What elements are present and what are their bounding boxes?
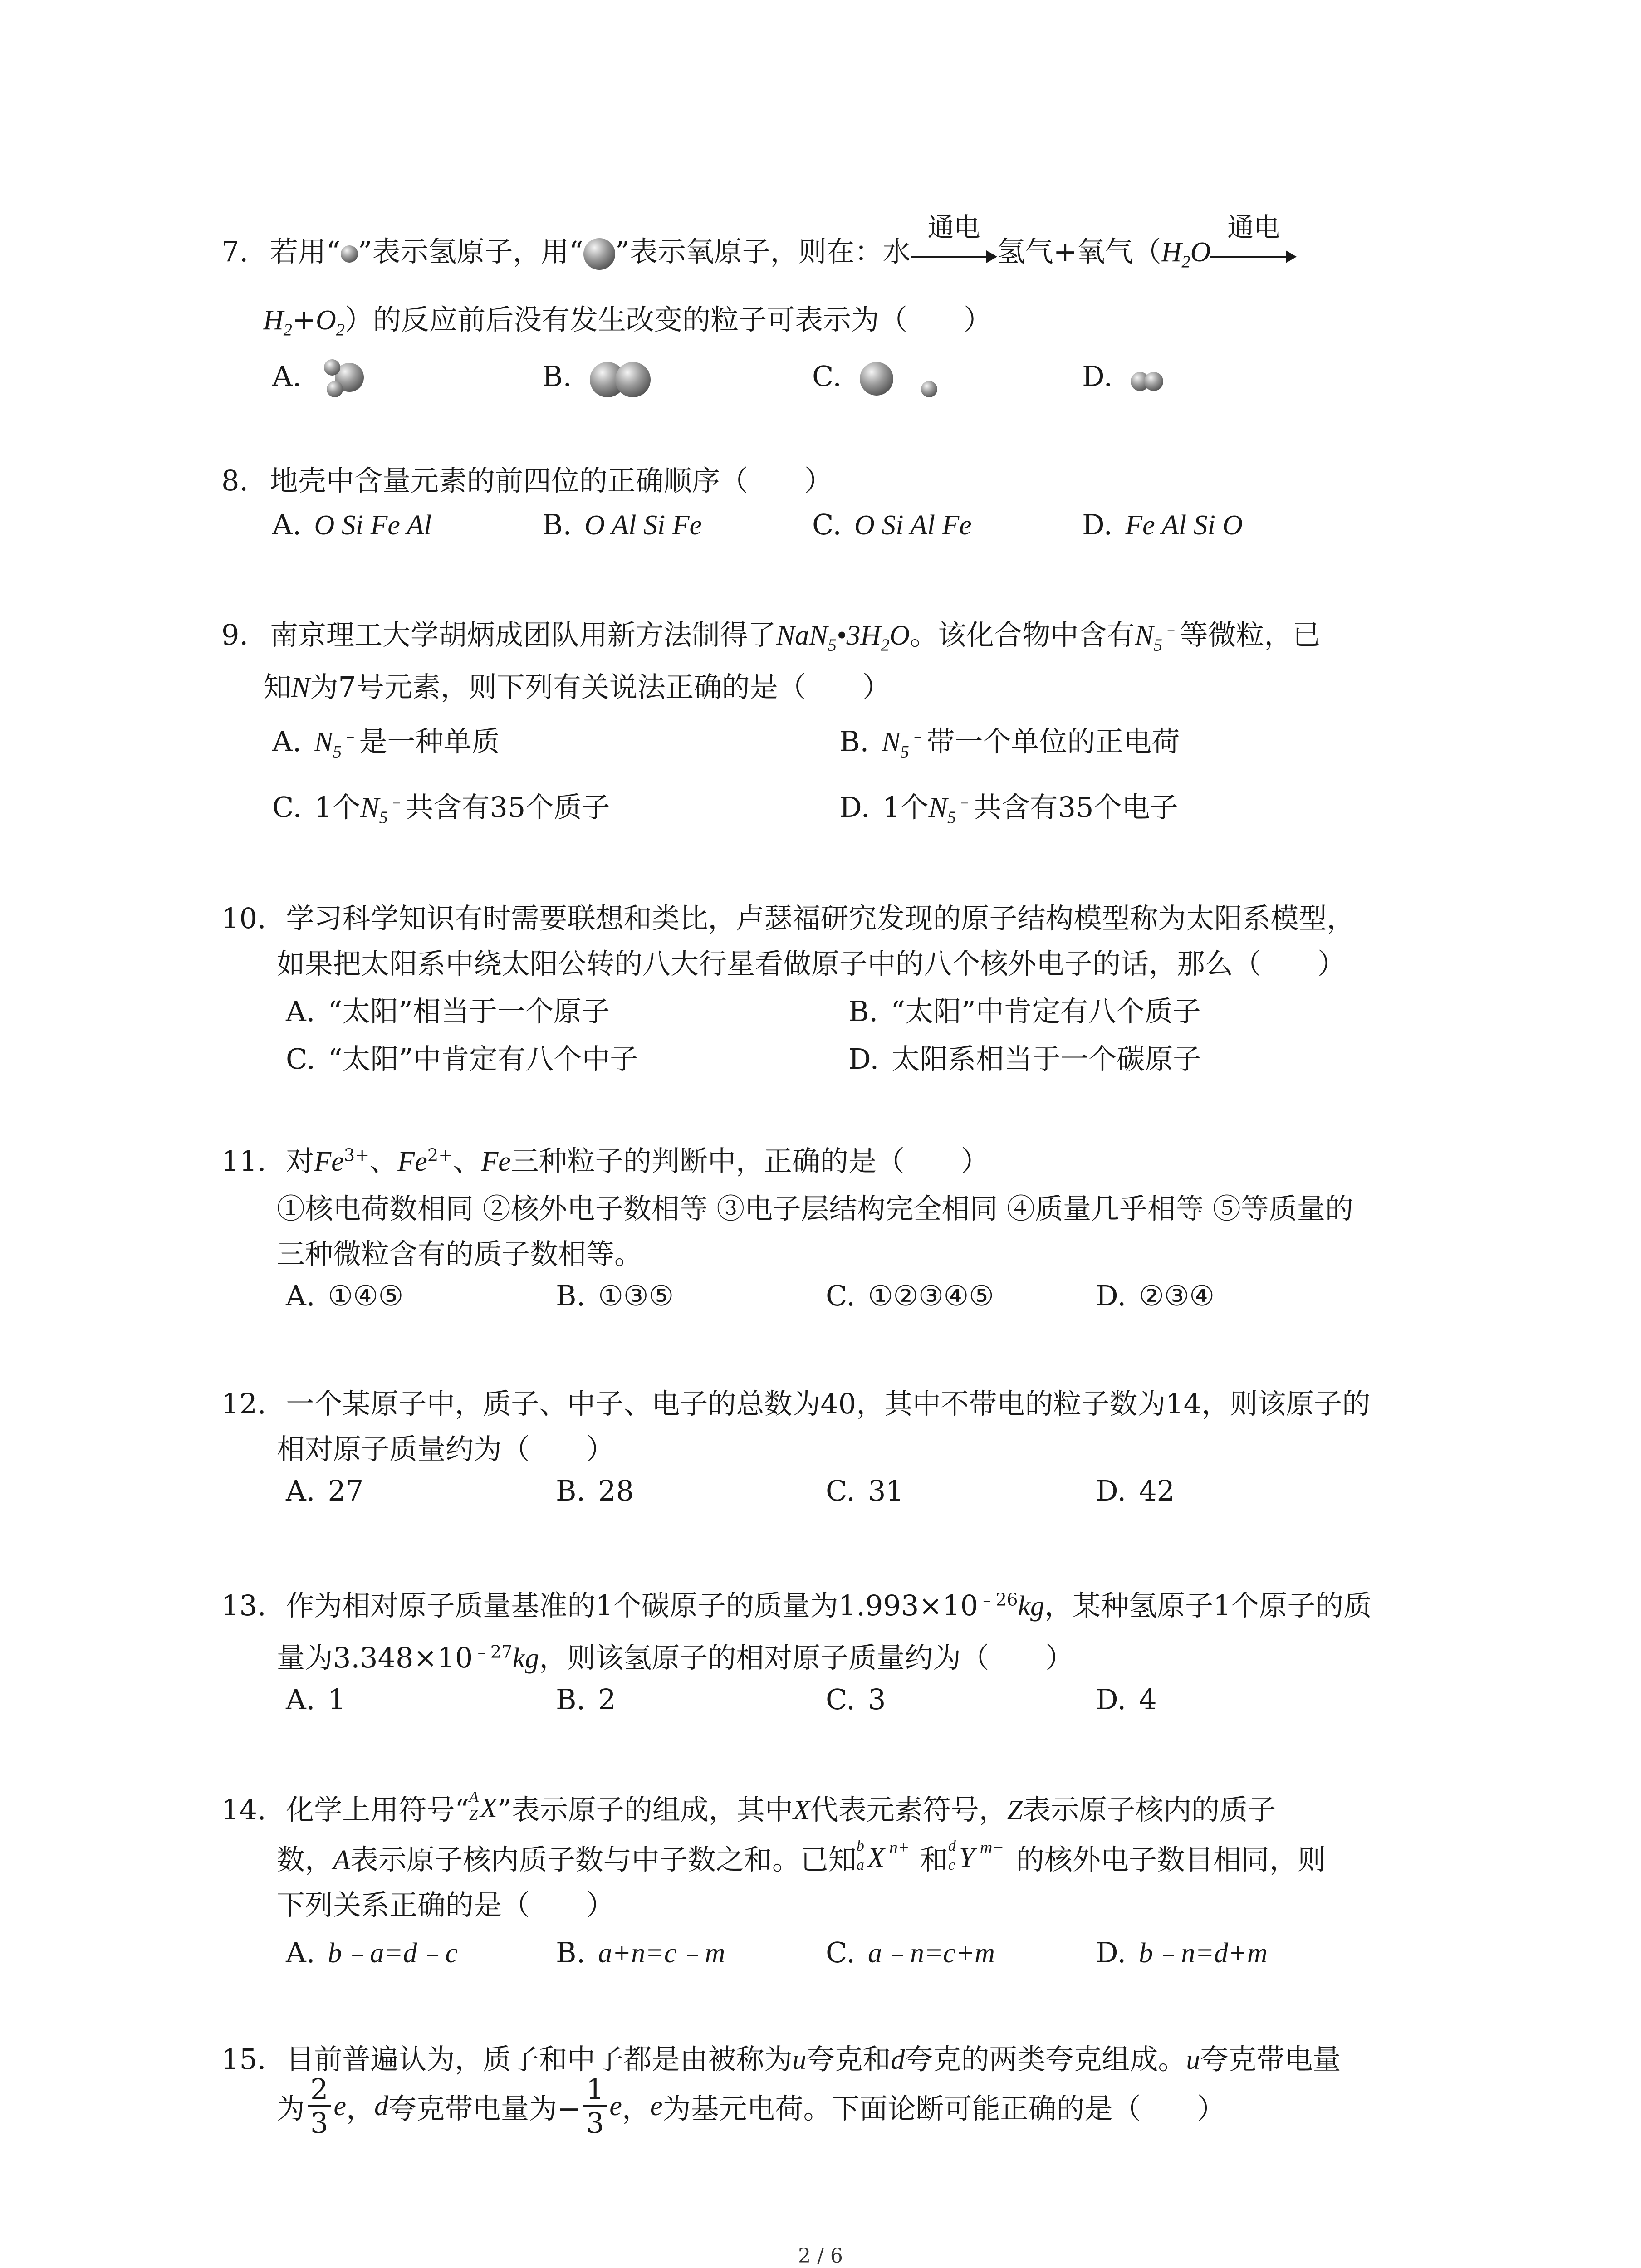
hydrogen-atom-icon (341, 245, 358, 263)
q7-option-b[interactable]: B. (542, 358, 658, 399)
fraction-two-thirds: $\frac{2}{3}$ (308, 2073, 331, 2140)
q12-option-a[interactable]: A. 27 (286, 1474, 364, 1507)
q13-line2: 量为$3.348\times 10^{﹣27}kg$，则该氢原子的相对原子质量约为（ ） (277, 1641, 1074, 1674)
q13-option-a[interactable]: A. 1 (286, 1683, 346, 1716)
q12-option-b[interactable]: B. 28 (556, 1474, 634, 1507)
q8-number: 8. (221, 464, 249, 497)
q7-option-d[interactable]: D. (1082, 358, 1181, 399)
q15-line2: 为 $\frac{2}{3}$ e，d夸克带电量为− $\frac{1}{3}$ e，e为基元电荷。下面论断可能正确的是（ ） (277, 2072, 1225, 2140)
h2o-molecule-icon (319, 358, 378, 399)
q10-option-c[interactable]: C. “太阳”中肯定有八个中子 (286, 1042, 638, 1075)
q12-option-c[interactable]: C. 31 (826, 1474, 904, 1507)
q10-option-a[interactable]: A. “太阳”相当于一个原子 (286, 995, 610, 1028)
q9-option-c[interactable]: C. 1个$N_5^﹣$共含有35个质子 (272, 791, 610, 827)
q10-line2: 如果把太阳系中绕太阳公转的八大行星看做原子中的八个核外电子的话，那么（ ） (277, 947, 1346, 980)
x-ion-symbol: b a X n+ (856, 1838, 910, 1873)
oxygen-and-hydrogen-atoms-icon (860, 358, 946, 399)
q11-option-a[interactable]: A. ①④⑤ (286, 1279, 404, 1312)
q13-option-b[interactable]: B. 2 (556, 1683, 616, 1716)
q11-option-d[interactable]: D. ②③④ (1096, 1279, 1215, 1312)
h2-molecule-icon (1131, 358, 1181, 399)
q15-number: 15. (221, 2043, 266, 2076)
oxygen-atom-icon (583, 238, 615, 270)
q7-number: 7. (221, 235, 249, 268)
q12-option-d[interactable]: D. 42 (1096, 1474, 1175, 1507)
q7-option-a[interactable]: A. (272, 358, 378, 399)
q12-line2: 相对原子质量约为（ ） (277, 1432, 615, 1466)
q8-option-d[interactable]: D. Fe Al Si O (1082, 508, 1243, 541)
q10-line1: 10. 学习科学知识有时需要联想和类比，卢瑟福研究发现的原子结构模型称为太阳系模型， (221, 902, 1355, 935)
q8-stem: 8. 地壳中含量元素的前四位的正确顺序（ ） (221, 464, 833, 497)
q14-line3: 下列关系正确的是（ ） (277, 1888, 615, 1921)
q13-option-d[interactable]: D. 4 (1096, 1683, 1157, 1716)
q7-text: 若用“ (269, 235, 341, 268)
q11-line1: 11. 对$Fe^{3+}$、$Fe^{2+}$、Fe三种粒子的判断中，正确的是（ ） (221, 1144, 989, 1178)
q10-option-b[interactable]: B. “太阳”中肯定有八个质子 (848, 995, 1201, 1028)
q9-option-d[interactable]: D. 1个$N_5^﹣$共含有35个电子 (839, 791, 1178, 827)
q14-option-d[interactable]: D. b﹣n=d+m (1096, 1936, 1268, 1969)
q7-option-c[interactable]: C. (812, 358, 946, 399)
q14-number: 14. (221, 1793, 266, 1826)
q9-line2: 知N为7号元素，则下列有关说法正确的是（ ） (263, 670, 891, 704)
q11-option-c[interactable]: C. ①②③④⑤ (826, 1279, 994, 1312)
q14-option-b[interactable]: B. a+n=c﹣m (556, 1936, 725, 1969)
nuclide-symbol: A Z X (469, 1789, 497, 1823)
q9-option-b[interactable]: B. $N_5^﹣$带一个单位的正电荷 (839, 725, 1180, 762)
o2-molecule-icon (590, 358, 658, 399)
q12-line1: 12. 一个某原子中，质子、中子、电子的总数为40，其中不带电的粒子数为14，则该原子的 (221, 1387, 1371, 1420)
q9-option-a[interactable]: A. $N_5^﹣$是一种单质 (272, 725, 500, 762)
q14-option-a[interactable]: A. b﹣a=d﹣c (286, 1936, 458, 1969)
q11-option-b[interactable]: B. ①③⑤ (556, 1279, 674, 1312)
q15-line1: 15. 目前普遍认为，质子和中子都是由被称为u夸克和d夸克的两类夸克组成。u夸克带电量 (221, 2043, 1341, 2076)
q13-option-c[interactable]: C. 3 (826, 1683, 886, 1716)
q13-number: 13. (221, 1589, 266, 1622)
q9-line1: 9. 南京理工大学胡炳成团队用新方法制得了$NaN_5•3H_2O$。该化合物中含有$N_5^﹣$等微粒，已 (221, 618, 1321, 655)
q7-line1: 7. 若用“ ”表示氢原子，用“ ”表示氧原子，则在：水 通电 氢气+氧气（$H_2O$ 通电 (221, 229, 1297, 272)
q13-line1: 13. 作为相对原子质量基准的1个碳原子的质量为$1.993\times 10^{﹣26}kg$，某种氢原子1个原子的质 (221, 1589, 1372, 1622)
q12-number: 12. (221, 1387, 266, 1420)
q8-option-a[interactable]: A. O Si Fe Al (272, 508, 432, 541)
page-number: 2 / 6 (798, 2244, 843, 2268)
q7-line2: $H_2+O_2$）的反应前后没有发生改变的粒子可表示为（ ） (263, 303, 992, 340)
fraction-one-third: $\frac{1}{3}$ (583, 2073, 607, 2140)
q9-number: 9. (221, 618, 249, 651)
q14-line1: 14. 化学上用符号“ A Z X ”表示原子的组成，其中X代表元素符号，Z表示原子核内的质子 (221, 1789, 1276, 1826)
q10-option-d[interactable]: D. 太阳系相当于一个碳原子 (848, 1042, 1201, 1075)
q11-number: 11. (221, 1144, 266, 1178)
q14-option-c[interactable]: C. a﹣n=c+m (826, 1936, 995, 1969)
q8-option-c[interactable]: C. O Si Al Fe (812, 508, 972, 541)
q11-line3: 三种微粒含有的质子数相等。 (277, 1237, 643, 1271)
y-ion-symbol: d c Y m− (948, 1838, 1004, 1873)
q11-line2: ①核电荷数相同 ②核外电子数相等 ③电子层结构完全相同 ④质量几乎相等 ⑤等质量的 (277, 1192, 1353, 1225)
q10-number: 10. (221, 902, 266, 935)
q8-option-b[interactable]: B. O Al Si Fe (542, 508, 702, 541)
reaction-arrow-2: 通电 (1210, 236, 1297, 264)
reaction-arrow: 通电 (911, 236, 997, 264)
q14-line2: 数，A表示原子核内质子数与中子数之和。已知 b a X n+ 和 d c Y m− 的核外电子数目相同，则 (277, 1838, 1326, 1876)
